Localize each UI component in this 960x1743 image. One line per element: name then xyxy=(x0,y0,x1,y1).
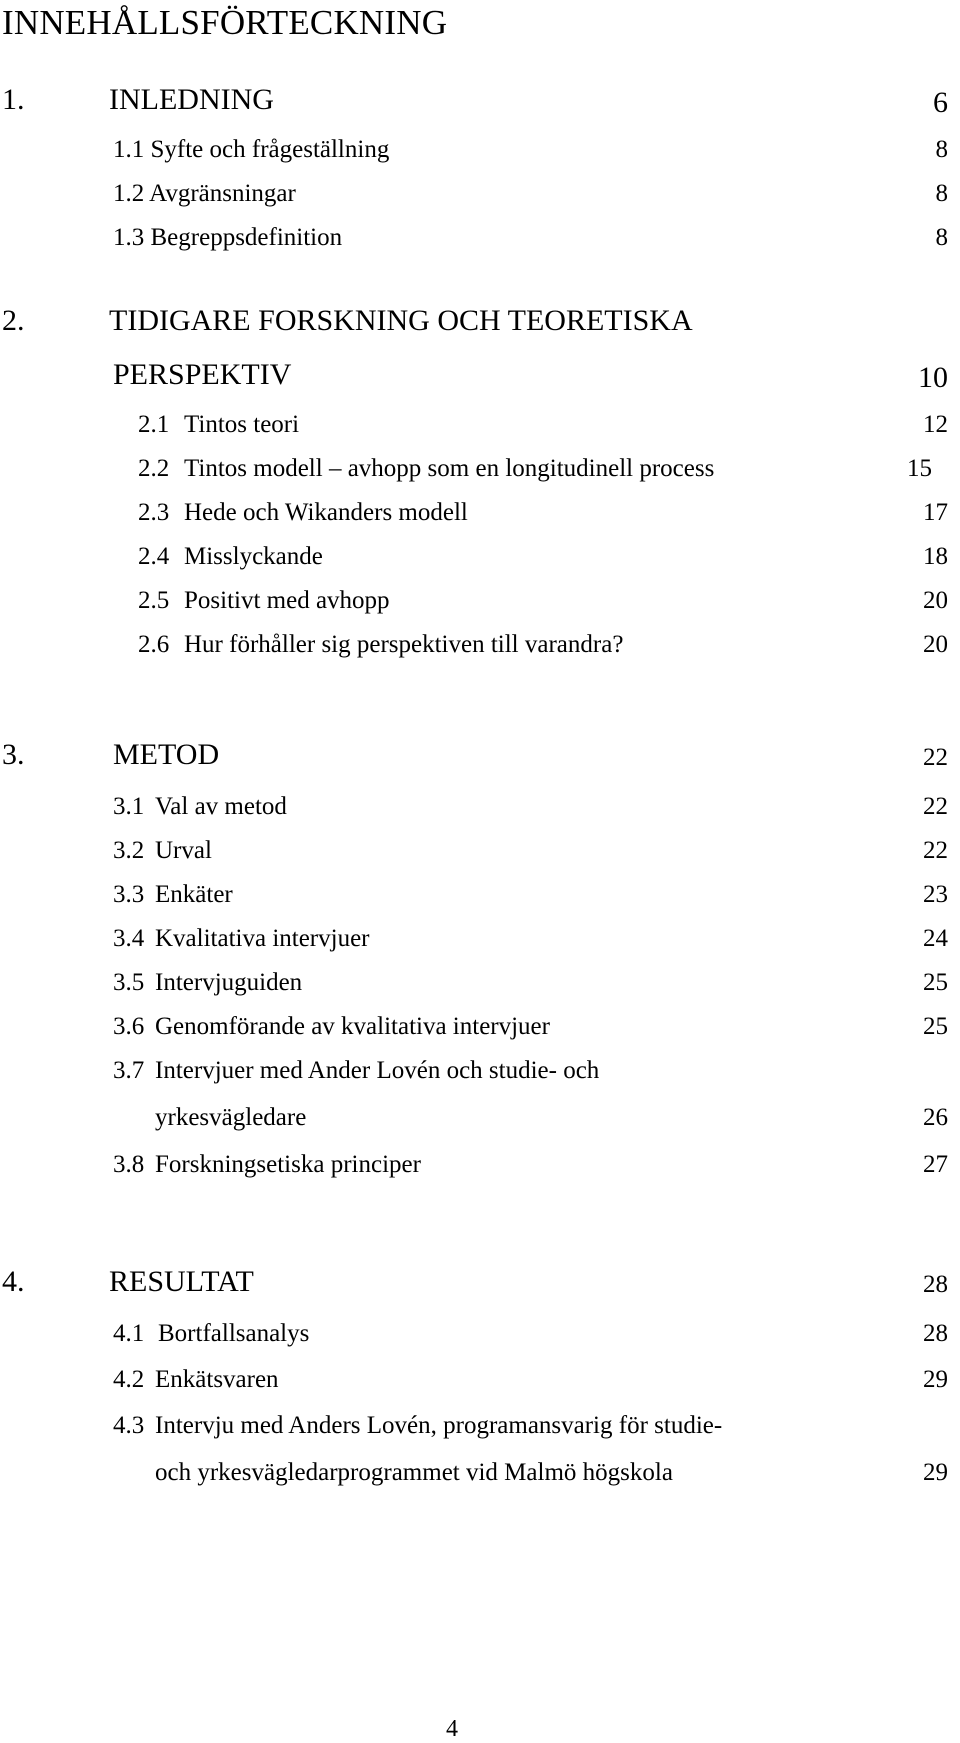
toc-item-3-4-page: 24 xyxy=(923,925,948,952)
toc-item-3-1-num: 3.1 xyxy=(113,793,145,820)
toc-item-3-5-num: 3.5 xyxy=(113,969,145,996)
toc-item-1-3: 1.3 Begreppsdefinition xyxy=(113,224,343,251)
toc-item-3-1-page: 22 xyxy=(923,793,948,820)
chapter-4-title: RESULTAT xyxy=(109,1265,254,1298)
toc-item-2-4: Misslyckande xyxy=(184,543,323,570)
toc-item-2-1-page: 12 xyxy=(923,411,948,438)
toc-item-4-1: Bortfallsanalys xyxy=(158,1320,310,1347)
toc-item-3-7: Intervjuer med Ander Lovén och studie- och xyxy=(155,1057,600,1084)
toc-item-4-1-page: 28 xyxy=(923,1320,948,1347)
toc-item-2-5-page: 20 xyxy=(923,587,948,614)
toc-item-3-7-page: 26 xyxy=(923,1104,948,1131)
chapter-2-title-cont: PERSPEKTIV xyxy=(113,358,292,391)
page-number: 4 xyxy=(446,1716,458,1742)
toc-item-4-3-cont: och yrkesvägledarprogrammet vid Malmö högskola xyxy=(155,1459,673,1486)
chapter-1-title: INLEDNING xyxy=(109,83,274,116)
toc-item-3-1: Val av metod xyxy=(155,793,287,820)
toc-item-2-3: Hede och Wikanders modell xyxy=(184,499,468,526)
toc-item-2-2: Tintos modell – avhopp som en longitudinell process xyxy=(184,455,715,482)
toc-item-2-6-page: 20 xyxy=(923,631,948,658)
toc-item-3-3-num: 3.3 xyxy=(113,881,145,908)
toc-item-1-2: 1.2 Avgränsningar xyxy=(113,180,296,207)
chapter-3-page: 22 xyxy=(923,744,948,771)
toc-item-3-8-page: 27 xyxy=(923,1151,948,1178)
toc-item-4-2-num: 4.2 xyxy=(113,1366,145,1393)
toc-item-1-3-page: 8 xyxy=(935,224,948,251)
toc-item-3-7-num: 3.7 xyxy=(113,1057,145,1084)
toc-item-1-1-page: 8 xyxy=(935,136,948,163)
toc-item-4-1-num: 4.1 xyxy=(113,1320,145,1347)
chapter-2-page: 10 xyxy=(918,361,948,394)
toc-item-3-6-page: 25 xyxy=(923,1013,948,1040)
toc-item-2-5-num: 2.5 xyxy=(138,587,170,614)
chapter-2-number: 2. xyxy=(2,304,25,337)
toc-item-4-2: Enkätsvaren xyxy=(155,1366,279,1393)
toc-item-1-1: 1.1 Syfte och frågeställning xyxy=(113,136,390,163)
toc-item-2-2-page: 15 xyxy=(907,455,932,482)
chapter-1-number: 1. xyxy=(2,83,25,116)
toc-item-2-6-num: 2.6 xyxy=(138,631,170,658)
chapter-4-page: 28 xyxy=(923,1271,948,1298)
toc-item-3-2-page: 22 xyxy=(923,837,948,864)
toc-item-2-1-num: 2.1 xyxy=(138,411,170,438)
toc-item-1-2-page: 8 xyxy=(935,180,948,207)
toc-item-2-2-num: 2.2 xyxy=(138,455,170,482)
toc-item-3-3: Enkäter xyxy=(155,881,233,908)
chapter-1-page: 6 xyxy=(933,86,948,119)
toc-item-3-8-num: 3.8 xyxy=(113,1151,145,1178)
toc-item-3-5: Intervjuguiden xyxy=(155,969,303,996)
chapter-2-title: TIDIGARE FORSKNING OCH TEORETISKA xyxy=(109,304,693,337)
toc-item-3-7-cont: yrkesvägledare xyxy=(155,1104,307,1131)
toc-item-2-3-num: 2.3 xyxy=(138,499,170,526)
toc-item-3-2: Urval xyxy=(155,837,212,864)
toc-item-2-4-page: 18 xyxy=(923,543,948,570)
chapter-3-title: METOD xyxy=(113,738,220,771)
toc-item-2-6: Hur förhåller sig perspektiven till varandra? xyxy=(184,631,624,658)
toc-item-3-3-page: 23 xyxy=(923,881,948,908)
toc-item-3-4-num: 3.4 xyxy=(113,925,145,952)
toc-item-2-4-num: 2.4 xyxy=(138,543,170,570)
toc-item-3-2-num: 3.2 xyxy=(113,837,145,864)
chapter-3-number: 3. xyxy=(2,738,25,771)
toc-item-2-3-page: 17 xyxy=(923,499,948,526)
toc-item-4-2-page: 29 xyxy=(923,1366,948,1393)
toc-item-3-6-num: 3.6 xyxy=(113,1013,145,1040)
toc-item-3-8: Forskningsetiska principer xyxy=(155,1151,421,1178)
toc-title: INNEHÅLLSFÖRTECKNING xyxy=(2,3,448,42)
toc-item-2-5: Positivt med avhopp xyxy=(184,587,390,614)
toc-item-3-5-page: 25 xyxy=(923,969,948,996)
toc-item-2-1: Tintos teori xyxy=(184,411,300,438)
toc-item-4-3-num: 4.3 xyxy=(113,1412,145,1439)
toc-item-4-3: Intervju med Anders Lovén, programansvarig för studie- xyxy=(155,1412,723,1439)
toc-item-3-4: Kvalitativa intervjuer xyxy=(155,925,370,952)
toc-item-4-3-page: 29 xyxy=(923,1459,948,1486)
toc-item-3-6: Genomförande av kvalitativa intervjuer xyxy=(155,1013,550,1040)
chapter-4-number: 4. xyxy=(2,1265,25,1298)
